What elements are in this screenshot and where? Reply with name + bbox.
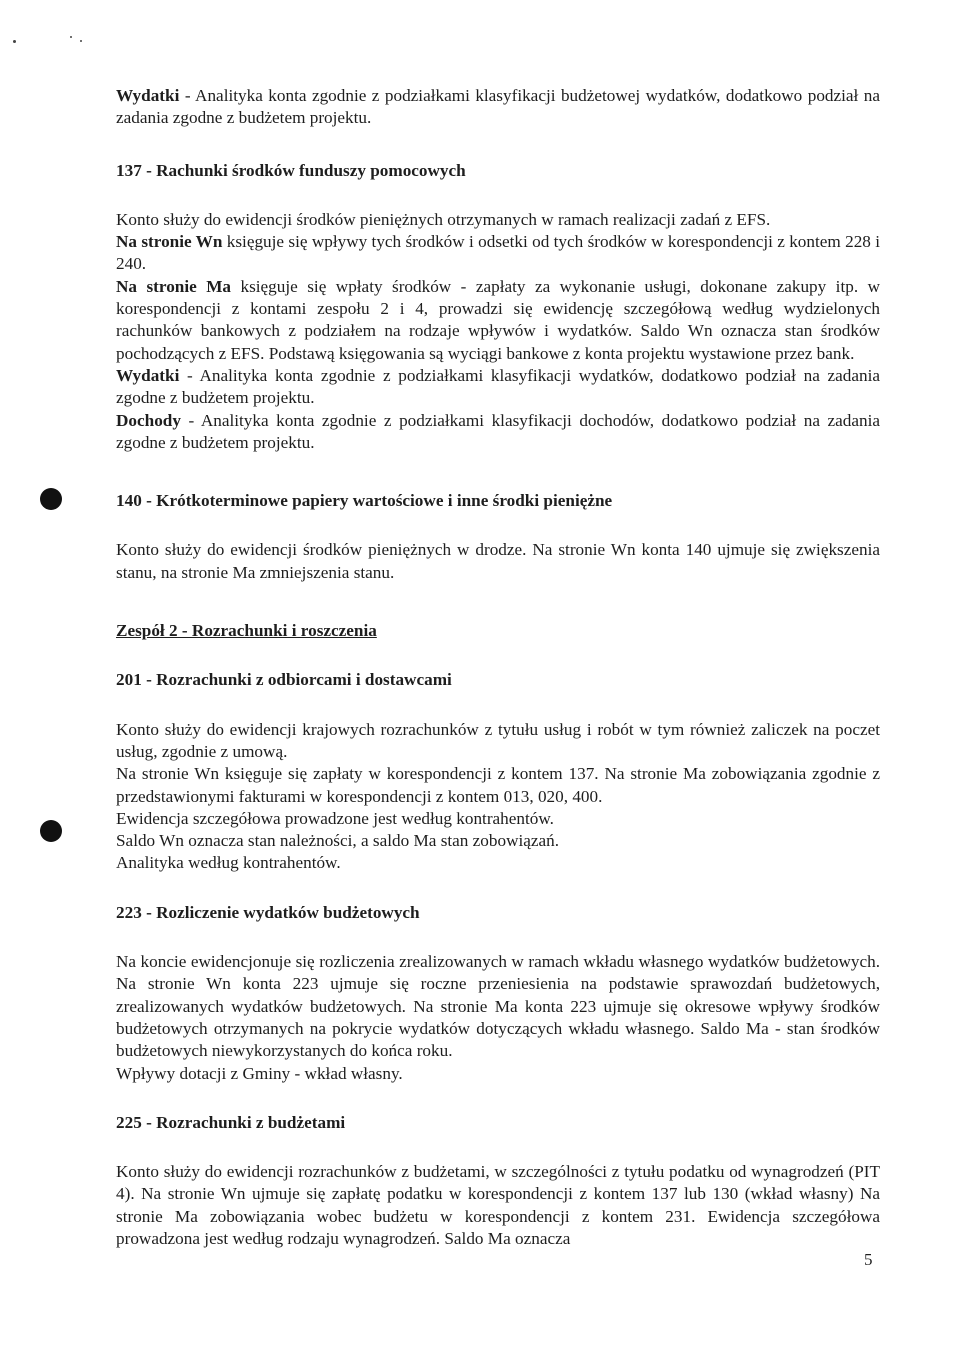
account-223-heading: 223 - Rozliczenie wydatków budżetowych	[116, 902, 420, 922]
account-223-grants: Wpływy dotacji z Gminy - wkład własny.	[116, 1063, 403, 1083]
account-201-records: Ewidencja szczegółowa prowadzone jest według kontrahentów.	[116, 808, 554, 828]
account-137-heading: 137 - Rachunki środków funduszy pomocowych	[116, 160, 466, 180]
account-140-description: Konto służy do ewidencji środków pieniężnych w drodze. Na stronie Wn konta 140 ujmuje się zwiększenia stanu, na stronie Ma zmniejszenia stanu.	[116, 540, 880, 582]
punch-hole-top	[40, 488, 62, 510]
punch-hole-bottom	[40, 820, 62, 842]
account-140-heading: 140 - Krótkoterminowe papiery wartościowe i inne środki pieniężne	[116, 491, 613, 511]
account-201-postings: Na stronie Wn księguje się zapłaty w korespondencji z kontem 137. Na stronie Ma zobowiązania zgodnie z przedstawionymi fakturami w korespondencji z kontem 013, 020, 400.	[116, 764, 880, 806]
debit-side-text: księguje się wpływy tych środków i odsetki od tych środków w korespondencji z kontem 228 i 240.	[116, 232, 880, 274]
expenses-label: Wydatki	[116, 365, 180, 385]
wydatki-label: Wydatki	[116, 86, 180, 105]
account-201-analytics: Analityka według kontrahentów.	[116, 853, 341, 873]
account-225-heading: 225 - Rozrachunki z budżetami	[116, 1112, 346, 1132]
income-text: - Analityka konta zgodnie z podziałkami klasyfikacji dochodów, dodatkowo podział na zadania zgodne z budżetem projektu.	[116, 410, 880, 452]
account-225-description: Konto służy do ewidencji rozrachunków z budżetami, w szczególności z tytułu podatku od wynagrodzeń (PIT 4). Na stronie Wn ujmuje się zapłatę podatku w korespondencji z kontem 137 lub 130 (wkład własny) Na stronie Ma zobowiązania wobec budżetu w korespondencji z kontem 231. Ewidencja szczegółowa prowadzona jest według rodzaju wynagrodzeń. Saldo Ma oznacza	[116, 1162, 880, 1248]
account-137-credit-paragraph	[116, 276, 880, 365]
account-201-balance: Saldo Wn oznacza stan należności, a saldo Ma stan zobowiązań.	[116, 831, 560, 851]
account-137-debit-paragraph	[116, 231, 880, 276]
credit-side-text: księguje się wpłaty środków - zapłaty za wykonanie usługi, dokonane zakupy itp. w korespondencji z kontami zespołu 2 i 4, prowadzi się ewidencję szczegółową według wydzielonych rachunków bankowych z podziałem na rodzaje wpływów i wydatków. Saldo Wn oznacza stan środków pochodzących z EFS. Podstawą księgowania są wyciągi bankowe z konta projektu wystawione przez bank.	[116, 276, 880, 363]
scan-speck	[13, 40, 16, 43]
scan-speck	[70, 36, 72, 38]
team-2-heading: Zespół 2 - Rozrachunki i roszczenia	[116, 621, 377, 641]
credit-side-label: Na stronie Ma	[116, 276, 232, 296]
account-201-heading: 201 - Rozrachunki z odbiorcami i dostawcami	[116, 670, 452, 690]
document-body	[116, 85, 880, 1250]
page-number: 5	[864, 1250, 873, 1269]
scan-speck	[80, 40, 82, 42]
account-137-income-paragraph	[116, 410, 880, 455]
income-label: Dochody	[116, 410, 181, 430]
account-137-expenses-paragraph	[116, 365, 880, 410]
account-137-description: Konto służy do ewidencji środków pieniężnych otrzymanych w ramach realizacji zadań z EFS.	[116, 209, 771, 229]
expenses-text: - Analityka konta zgodnie z podziałkami klasyfikacji wydatków, dodatkowo podział na zadania zgodne z budżetem projektu.	[116, 365, 880, 408]
account-223-description: Na koncie ewidencjonuje się rozliczenia zrealizowanych w ramach wkładu własnego wydatków budżetowych. Na stronie Wn konta 223 ujmuje się roczne przeniesienia na podstawie sprawozdań budżetowych, zrealizowanych wydatków budżetowych. Na stronie Ma konta 223 ujmuje się okresowe wpływy środków budżetowych otrzymanych na pokrycie wydatków dotyczących wkładu własnego. Saldo Ma - stan środków budżetowych niewykorzystanych do końca roku.	[116, 952, 880, 1061]
debit-side-label: Na stronie Wn	[116, 232, 223, 252]
wydatki-paragraph	[116, 85, 880, 130]
wydatki-text: - Analityka konta zgodnie z podziałkami klasyfikacji budżetowej wydatków, dodatkowo podział na zadania zgodne z budżetem projektu.	[116, 86, 880, 128]
account-201-description: Konto służy do ewidencji krajowych rozrachunków z tytułu usług i robót w tym również zaliczek na poczet usług, zgodnie z umową.	[116, 719, 880, 761]
